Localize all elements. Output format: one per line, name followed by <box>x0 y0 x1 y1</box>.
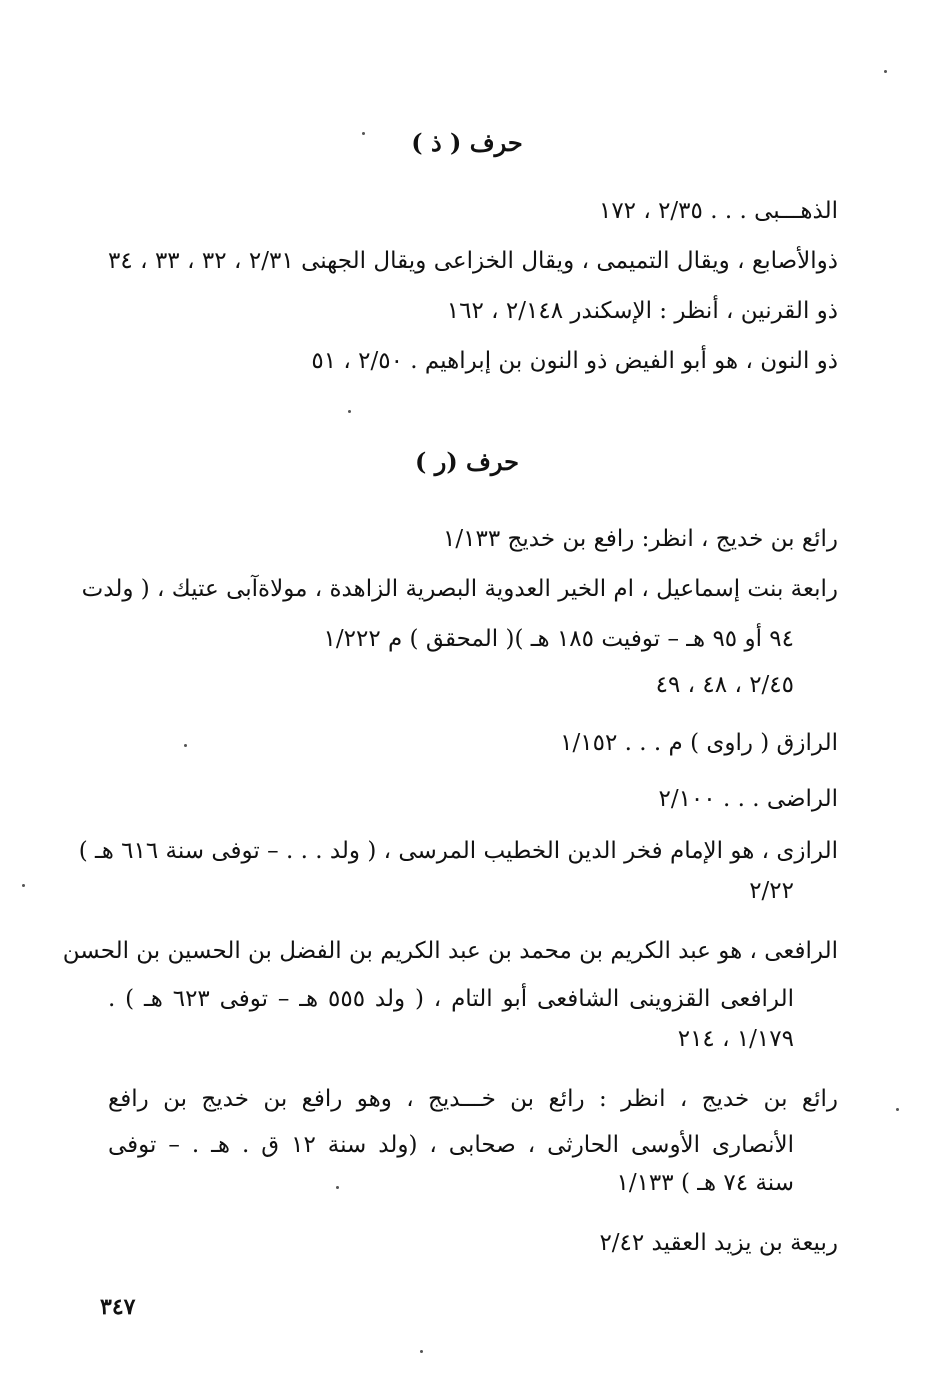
entry-line: ٩٤ أو ٩٥ هـ – توفيت ١٨٥ هـ )( المحقق ) م ١/٢٢٢ <box>323 626 794 652</box>
entry-line: الأنصارى الأوسى الحارثى ، صحابى ، (ولد سنة ١٢ ق . هـ . – توفى <box>108 1132 795 1158</box>
entry-line: ربيعة بن يزيد العقيد ٢/٤٢ <box>599 1230 838 1256</box>
entry-line: الرازق ( راوى ) م . . . ١/١٥٢ <box>560 730 838 756</box>
print-speck <box>362 132 365 135</box>
entry-line: الرافعى ، هو عبد الكريم بن محمد بن عبد الكريم بن الفضل بن الحسين بن الحسن <box>62 938 838 964</box>
entry-line: رائع بن خديج ، انظر: رافع بن خديج ١/١٣٣ <box>443 526 838 552</box>
entry-line: الراضى . . . ٢/١٠٠ <box>658 786 838 812</box>
entry-line: رابعة بنت إسماعيل ، ام الخير العدوية البصرية الزاهدة ، مولاةآبى عتيك ، ( ولدت <box>81 576 838 602</box>
entry-line: ذو النون ، هو أبو الفيض ذو النون بن إبراهيم . ٢/٥٠ ، ٥١ <box>311 348 838 374</box>
print-speck <box>336 1186 339 1189</box>
entry-line: الرافعى القزوينى الشافعى أبو التام ، ( ولد ٥٥٥ هـ – توفى ٦٢٣ هـ ) . <box>108 986 795 1012</box>
section-heading-ra: حرف (ر ) <box>415 447 519 476</box>
print-speck <box>896 1108 899 1111</box>
entry-line: الذهـــبى . . . ٢/٣٥ ، ١٧٢ <box>598 198 838 224</box>
print-speck <box>184 744 187 747</box>
entry-line: الرازى ، هو الإمام فخر الدين الخطيب المرسى ، ( ولد . . . – توفى سنة ٦١٦ هـ ) <box>78 838 838 864</box>
entry-line: ١/١٧٩ ، ٢١٤ <box>677 1026 794 1052</box>
print-speck <box>420 1350 423 1353</box>
entry-line: ٢/٤٥ ، ٤٨ ، ٤٩ <box>655 672 794 698</box>
section-heading-dhal: حرف ( ذ ) <box>411 128 523 157</box>
print-speck <box>348 410 351 413</box>
entry-line: ذو القرنين ، أنظر : الإسكندر ٢/١٤٨ ، ١٦٢ <box>446 298 838 324</box>
entry-line: رائع بن خديج ، انظر : رائع بن خـــديج ، وهو رافع بن خديج بن رافع <box>108 1086 838 1112</box>
entry-line: ٢/٢٢ <box>749 878 794 904</box>
page-number: ٣٤٧ <box>100 1294 136 1320</box>
print-speck <box>22 884 25 887</box>
entry-line: ذوالأصابع ، ويقال التميمى ، ويقال الخزاعى ويقال الجهنى ٢/٣١ ، ٣٢ ، ٣٣ ، ٣٤ <box>108 248 838 274</box>
print-speck <box>884 70 887 73</box>
entry-line: سنة ٧٤ هـ ) ١/١٣٣ <box>616 1170 794 1196</box>
